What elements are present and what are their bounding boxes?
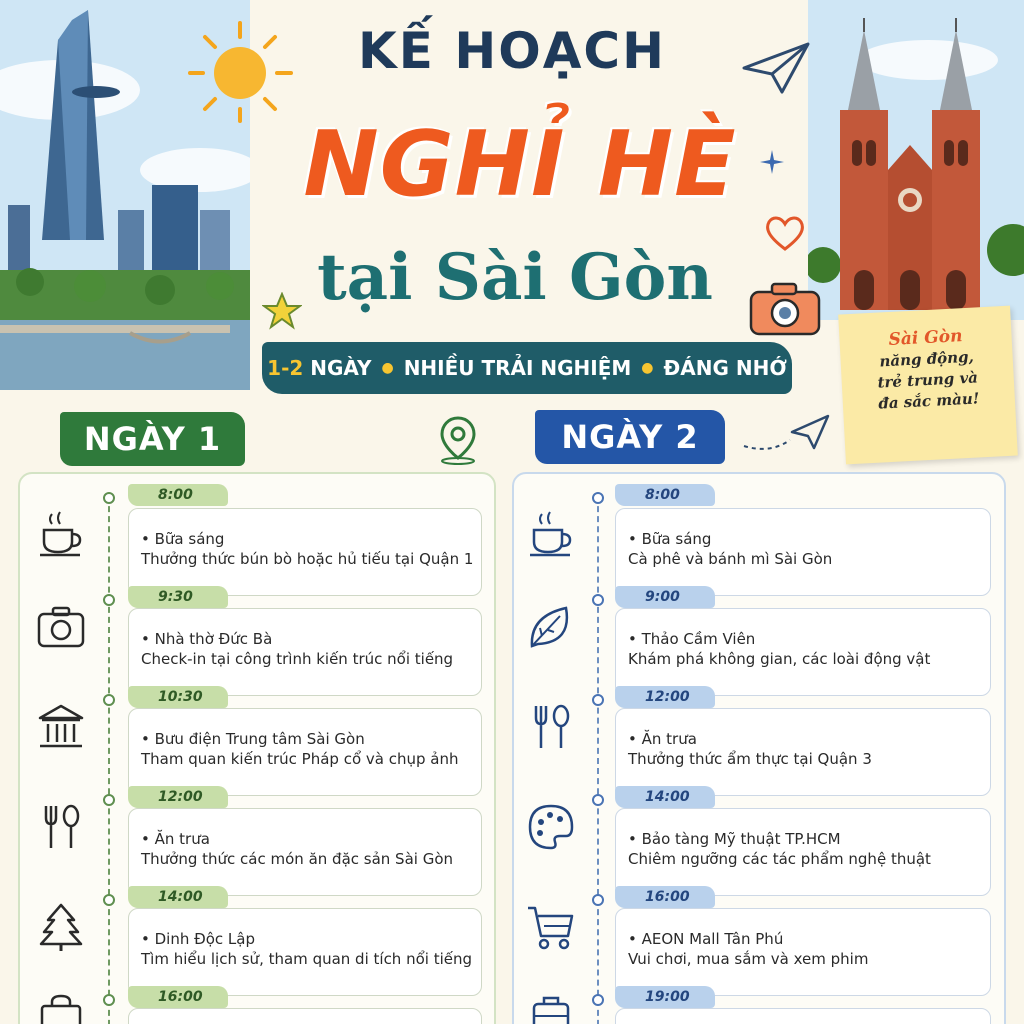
coffee-cup-icon xyxy=(36,508,86,558)
shopping-cart-icon xyxy=(526,902,576,952)
suitcase-icon xyxy=(526,990,576,1024)
activity-title: • Ăn trưa xyxy=(628,730,697,748)
tagline-banner xyxy=(262,342,792,394)
time-label: 9:00 xyxy=(615,586,715,608)
time-label: 12:00 xyxy=(128,786,228,808)
activity-desc: Tham quan kiến trúc Pháp cổ và chụp ảnh xyxy=(141,750,459,768)
separator-dot: ● xyxy=(641,360,654,376)
schedule-card xyxy=(615,1008,991,1024)
time-label: 10:30 xyxy=(128,686,228,708)
palette-icon xyxy=(526,802,576,852)
schedule-card xyxy=(615,608,991,696)
tree-icon xyxy=(36,902,86,952)
note-line-3: trẻ trung và xyxy=(877,368,979,392)
cathedral-illustration xyxy=(808,0,1024,320)
activity-desc: Khám phá không gian, các loài động vật xyxy=(628,650,931,668)
note-line-1: Sài Gòn xyxy=(888,326,963,350)
activity-desc: Thưởng thức các món ăn đặc sản Sài Gòn xyxy=(141,850,454,868)
timeline-node xyxy=(103,594,115,606)
timeline-node xyxy=(592,894,604,906)
activity-title: • Nhà thờ Đức Bà xyxy=(141,630,273,648)
activity-desc: Tìm hiểu lịch sử, tham quan di tích nổi tiếng xyxy=(141,950,473,968)
schedule-card xyxy=(615,908,991,996)
activity-title: • AEON Mall Tân Phú xyxy=(628,930,784,948)
activity-desc: Vui chơi, mua sắm và xem phim xyxy=(628,950,869,968)
timeline-node xyxy=(592,492,604,504)
timeline-node xyxy=(103,694,115,706)
time-label: 14:00 xyxy=(128,886,228,908)
activity-title: • Bữa sáng xyxy=(628,530,712,548)
schedule-card xyxy=(128,608,482,696)
activity-title: • Thảo Cầm Viên xyxy=(628,630,756,648)
schedule-card xyxy=(128,1008,482,1024)
schedule-card xyxy=(128,808,482,896)
timeline-node xyxy=(592,994,604,1006)
note-line-2: năng động, xyxy=(879,347,975,371)
paper-plane-icon xyxy=(740,410,832,454)
activity-desc: Cà phê và bánh mì Sài Gòn xyxy=(628,550,833,568)
star-icon xyxy=(262,292,302,330)
timeline-node xyxy=(592,594,604,606)
fork-spoon-icon xyxy=(526,702,576,752)
day-2-header: NGÀY 2 xyxy=(535,410,725,464)
title-line-1: KẾ HOẠCH xyxy=(358,22,666,80)
separator-dot: ● xyxy=(381,360,394,376)
schedule-card xyxy=(615,508,991,596)
time-label: 16:00 xyxy=(615,886,715,908)
activity-desc: Chiêm ngưỡng các tác phẩm nghệ thuật xyxy=(628,850,931,868)
tagline-days-suffix: NGÀY xyxy=(310,356,372,380)
time-label: 19:00 xyxy=(615,986,715,1008)
activity-title: • Bảo tàng Mỹ thuật TP.HCM xyxy=(628,830,841,848)
timeline-node xyxy=(103,794,115,806)
timeline-node xyxy=(592,694,604,706)
schedule-card xyxy=(128,508,482,596)
day-1-timeline xyxy=(108,496,110,1024)
day-2-timeline xyxy=(597,496,599,1024)
time-label: 9:30 xyxy=(128,586,228,608)
paper-plane-icon xyxy=(742,38,812,98)
fork-spoon-icon xyxy=(36,802,86,852)
schedule-card xyxy=(128,708,482,796)
location-pin-icon xyxy=(436,414,480,466)
leaf-icon xyxy=(526,602,576,652)
time-label: 16:00 xyxy=(128,986,228,1008)
schedule-card xyxy=(615,808,991,896)
title-line-3: tại Sài Gòn xyxy=(317,240,713,315)
activity-title: • Bưu điện Trung tâm Sài Gòn xyxy=(141,730,365,748)
activity-title: • Bữa sáng xyxy=(141,530,225,548)
timeline-node xyxy=(103,994,115,1006)
building-icon xyxy=(36,702,86,752)
title-line-2: NGHỈ HÈ xyxy=(303,112,737,217)
activity-desc: Thưởng thức ẩm thực tại Quận 3 xyxy=(628,750,872,768)
time-label: 8:00 xyxy=(615,484,715,506)
timeline-node xyxy=(592,794,604,806)
activity-title: • Ăn trưa xyxy=(141,830,210,848)
time-label: 14:00 xyxy=(615,786,715,808)
camera-icon xyxy=(748,280,822,338)
activity-desc: Check-in tại công trình kiến trúc nổi tiếng xyxy=(141,650,454,668)
shopping-bag-icon xyxy=(36,992,86,1024)
camera-icon xyxy=(36,602,86,652)
sun-icon xyxy=(185,15,295,125)
activity-desc: Thưởng thức bún bò hoặc hủ tiếu tại Quận 1 xyxy=(141,550,474,568)
tagline-item-3: ĐÁNG NHỚ xyxy=(663,356,787,380)
schedule-card xyxy=(615,708,991,796)
note-line-4: đa sắc màu! xyxy=(877,389,980,413)
sparkle-icon xyxy=(760,150,784,174)
day-1-header: NGÀY 1 xyxy=(60,412,245,466)
tagline-item-2: NHIỀU TRẢI NGHIỆM xyxy=(403,356,632,380)
tagline-days: 1-2 xyxy=(267,356,304,380)
timeline-node xyxy=(103,894,115,906)
sticky-note xyxy=(838,306,1018,465)
schedule-card xyxy=(128,908,482,996)
heart-icon xyxy=(765,215,805,251)
coffee-cup-icon xyxy=(526,508,576,558)
activity-title: • Dinh Độc Lập xyxy=(141,930,256,948)
time-label: 12:00 xyxy=(615,686,715,708)
time-label: 8:00 xyxy=(128,484,228,506)
timeline-node xyxy=(103,492,115,504)
